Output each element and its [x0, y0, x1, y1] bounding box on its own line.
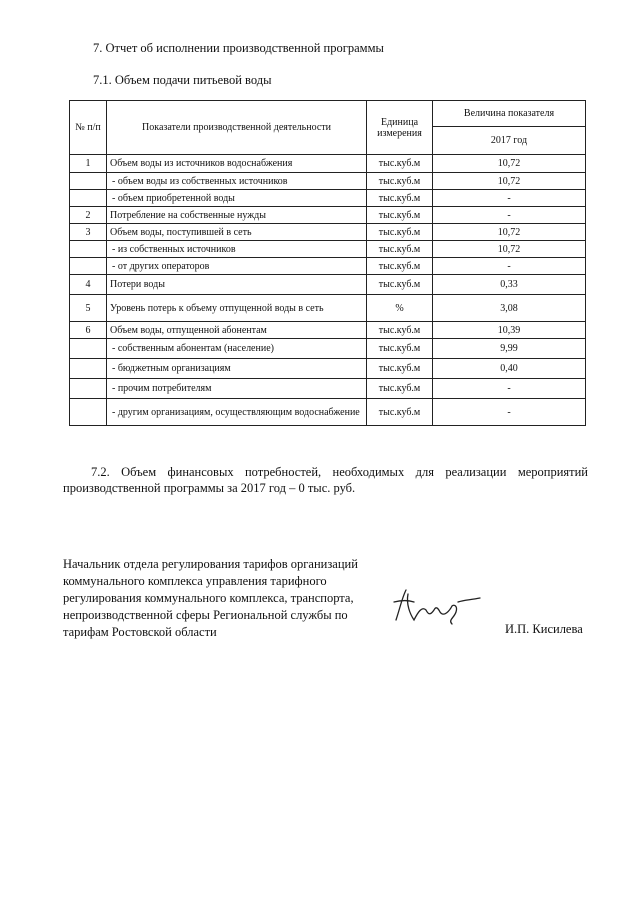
row-num: 3 — [70, 224, 107, 241]
row-value: 10,39 — [433, 322, 586, 339]
row-num: 4 — [70, 275, 107, 295]
row-indicator: - другим организациям, осуществляющим водоснабжение — [107, 399, 367, 426]
signature-block — [63, 556, 358, 641]
row-unit: тыс.куб.м — [367, 224, 433, 241]
row-value: 10,72 — [433, 173, 586, 190]
row-value: - — [433, 399, 586, 426]
section-title: 7. Отчет об исполнении производственной программы — [93, 41, 384, 55]
row-value: 10,72 — [433, 241, 586, 258]
financial-needs-paragraph: 7.2. Объем финансовых потребностей, необходимых для реализации мероприятий производственной программы за 2017 год – 0 тыс. руб. — [63, 465, 588, 495]
header-year: 2017 год — [433, 127, 586, 155]
row-num: 6 — [70, 322, 107, 339]
row-unit: тыс.куб.м — [367, 359, 433, 379]
row-unit: тыс.куб.м — [367, 339, 433, 359]
water-supply-table — [69, 100, 586, 426]
header-indicator: Показатели производственной деятельности — [107, 101, 367, 155]
row-unit: тыс.куб.м — [367, 241, 433, 258]
row-num — [70, 190, 107, 207]
row-indicator: Уровень потерь к объему отпущенной воды в сеть — [107, 295, 367, 322]
row-num — [70, 379, 107, 399]
row-indicator: Объем воды, отпущенной абонентам — [107, 322, 367, 339]
row-indicator: Потери воды — [107, 275, 367, 295]
row-value: 10,72 — [433, 155, 586, 173]
row-num — [70, 173, 107, 190]
row-unit: тыс.куб.м — [367, 399, 433, 426]
row-indicator: Объем воды, поступившей в сеть — [107, 224, 367, 241]
signature-line: коммунального комплекса управления тарифного — [63, 574, 327, 588]
row-num: 2 — [70, 207, 107, 224]
row-num — [70, 258, 107, 275]
row-unit: тыс.куб.м — [367, 258, 433, 275]
table-row — [70, 322, 586, 339]
handwritten-signature — [388, 580, 488, 630]
row-unit: тыс.куб.м — [367, 379, 433, 399]
header-value: Величина показателя — [433, 101, 586, 127]
signature-line: регулирования коммунального комплекса, транспорта, — [63, 591, 354, 605]
table-row — [70, 359, 586, 379]
table-row — [70, 339, 586, 359]
row-indicator: - из собственных источников — [107, 241, 367, 258]
row-unit: тыс.куб.м — [367, 155, 433, 173]
subsection-title: 7.1. Объем подачи питьевой воды — [93, 73, 272, 87]
row-num — [70, 359, 107, 379]
row-num: 5 — [70, 295, 107, 322]
table-row — [70, 190, 586, 207]
row-value: - — [433, 207, 586, 224]
table-row — [70, 379, 586, 399]
row-indicator: - собственным абонентам (население) — [107, 339, 367, 359]
table-row — [70, 224, 586, 241]
row-value: - — [433, 190, 586, 207]
row-value: - — [433, 379, 586, 399]
signatory-name: И.П. Кисилева — [505, 622, 583, 636]
row-unit: тыс.куб.м — [367, 173, 433, 190]
table-row — [70, 275, 586, 295]
table-row — [70, 241, 586, 258]
signature-line: тарифам Ростовской области — [63, 625, 217, 639]
row-unit: тыс.куб.м — [367, 207, 433, 224]
row-value: 0,33 — [433, 275, 586, 295]
signature-line: Начальник отдела регулирования тарифов организаций — [63, 557, 358, 571]
row-num: 1 — [70, 155, 107, 173]
row-unit: тыс.куб.м — [367, 275, 433, 295]
row-num — [70, 241, 107, 258]
row-indicator: - объем приобретенной воды — [107, 190, 367, 207]
row-indicator: Потребление на собственные нужды — [107, 207, 367, 224]
table-row — [70, 207, 586, 224]
header-unit: Единица измерения — [367, 101, 433, 155]
row-unit: % — [367, 295, 433, 322]
row-indicator: - от других операторов — [107, 258, 367, 275]
row-indicator: - бюджетным организациям — [107, 359, 367, 379]
row-unit: тыс.куб.м — [367, 322, 433, 339]
table-row — [70, 258, 586, 275]
row-value: - — [433, 258, 586, 275]
table-row — [70, 399, 586, 426]
row-num — [70, 399, 107, 426]
table-row — [70, 155, 586, 173]
table-row — [70, 173, 586, 190]
table-row — [70, 295, 586, 322]
row-indicator: Объем воды из источников водоснабжения — [107, 155, 367, 173]
row-value: 10,72 — [433, 224, 586, 241]
row-value: 3,08 — [433, 295, 586, 322]
row-num — [70, 339, 107, 359]
row-value: 9,99 — [433, 339, 586, 359]
header-num: № п/п — [70, 101, 107, 155]
row-unit: тыс.куб.м — [367, 190, 433, 207]
signature-line: непроизводственной сферы Региональной службы по — [63, 608, 348, 622]
row-value: 0,40 — [433, 359, 586, 379]
row-indicator: - прочим потребителям — [107, 379, 367, 399]
row-indicator: - объем воды из собственных источников — [107, 173, 367, 190]
